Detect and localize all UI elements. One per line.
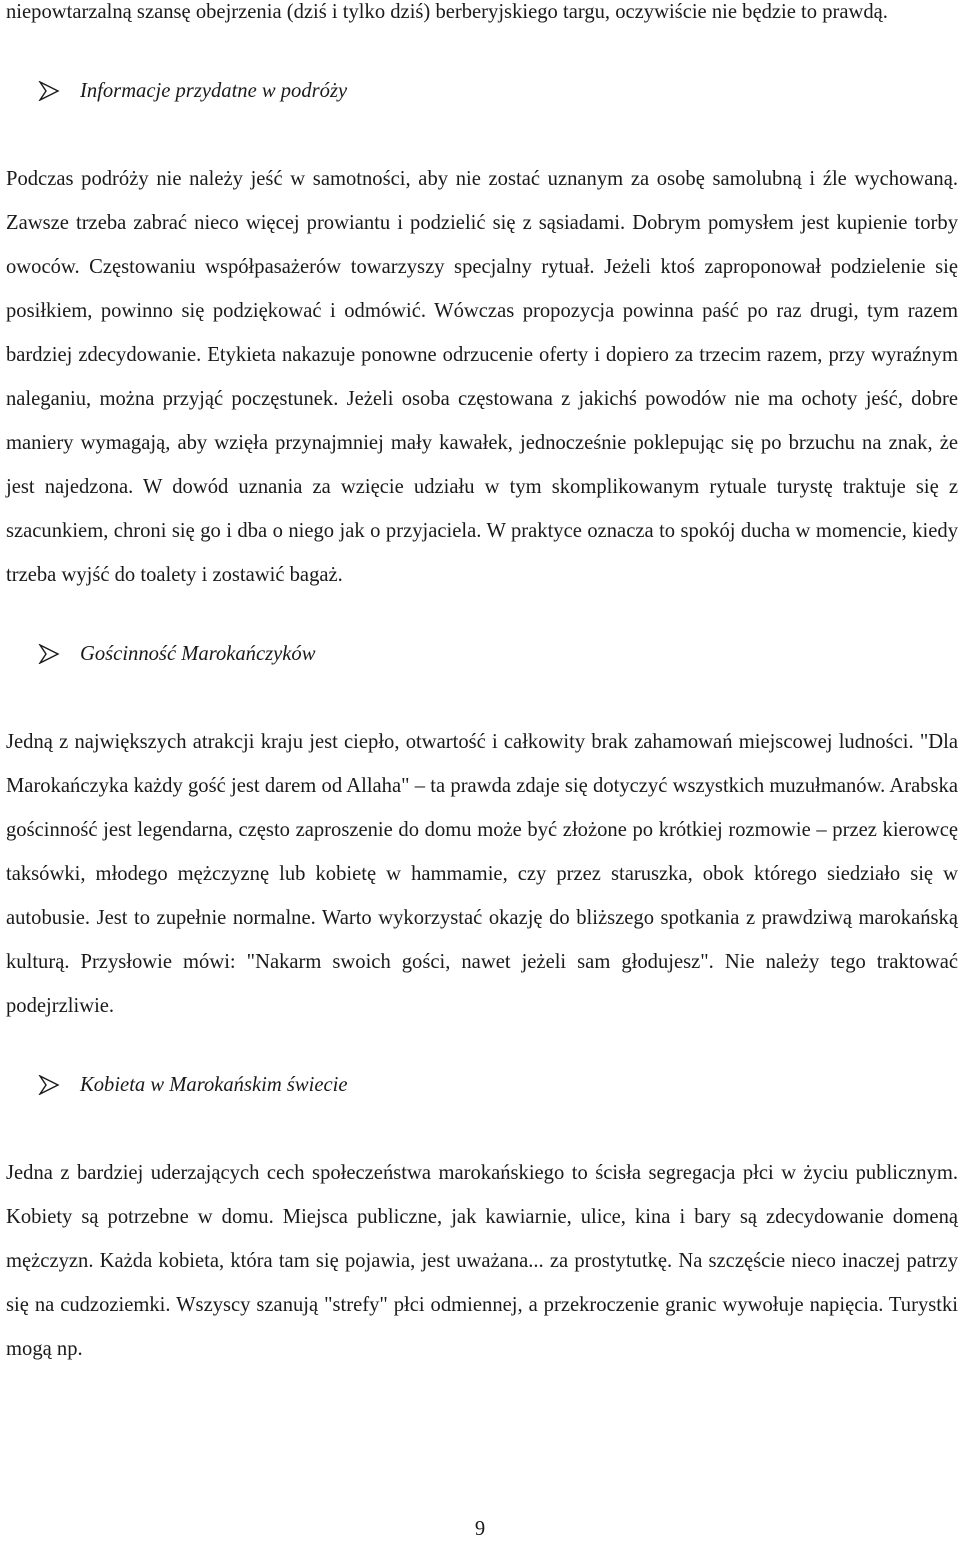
section-heading-text: Kobieta w Marokańskim świecie bbox=[80, 1073, 348, 1096]
spacer bbox=[6, 1028, 958, 1063]
section-heading-women bbox=[6, 1063, 958, 1107]
intro-paragraph: niepowtarzalną szansę obejrzenia (dziś i tylko dziś) berberyjskiego targu, oczywiście nie będzie to prawdą. bbox=[6, 1, 888, 23]
spacer bbox=[6, 597, 958, 632]
spacer bbox=[6, 1107, 958, 1151]
page-number: 9 bbox=[474, 1518, 486, 1540]
document-page bbox=[6, 0, 958, 1371]
section-heading-travel-info bbox=[6, 69, 958, 113]
section-heading-hospitality bbox=[6, 632, 958, 676]
section-paragraph-travel-info: Podczas podróży nie należy jeść w samotności, aby nie zostać uznanym za osobę samolubną i źle wychowaną. Zawsze trzeba zabrać nieco więcej prowiantu i podzielić się z sąsiadami. Dobrym pomysłem jest kupienie torby owoców. Częstowaniu współpasażerów towarzyszy specjalny rytuał. Jeżeli ktoś zaproponował podzielenie się posiłkiem, powinno się podziękować i odmówić. Wówczas propozycja powinna paść po raz drugi, tym razem bardziej zdecydowanie. Etykieta nakazuje ponowne odrzucenie oferty i dopiero za trzecim razem, przy wyraźnym naleganiu, można przyjąć poczęstunek. Jeżeli osoba częstowana z jakichś powodów nie ma ochoty jeść, dobre maniery wymagają, aby wzięła przynajmniej mały kawałek, jednocześnie poklepując się po brzuchu na znak, że jest najedzona. W dowód uznania za wzięcie udziału w tym skomplikowanym rytuale turystę traktuje się z szacunkiem, chroni się go i dba o niego jak o przyjaciela. W praktyce oznacza to spokój ducha w momencie, kiedy trzeba wyjść do toalety i zostawić bagaż. bbox=[6, 168, 958, 586]
spacer bbox=[6, 113, 958, 157]
section-heading-text: Gościnność Marokańczyków bbox=[80, 642, 316, 665]
spacer bbox=[6, 34, 958, 69]
spacer bbox=[6, 676, 958, 720]
section-paragraph-hospitality: Jedną z największych atrakcji kraju jest ciepło, otwartość i całkowity brak zahamowań miejscowej ludności. "Dla Marokańczyka każdy gość jest darem od Allaha" – ta prawda zdaje się dotyczyć wszystkich muzułmanów. Arabska gościnność jest legendarna, często zaproszenie do domu może być złożone po krótkiej rozmowie – przez kierowcę taksówki, młodego mężczyznę lub kobietę w hammamie, czy przez staruszka, obok którego siedziało się w autobusie. Jest to zupełnie normalne. Warto wykorzystać okazję do bliższego spotkania z prawdziwą marokańską kulturą. Przysłowie mówi: "Nakarm swoich gości, nawet jeżeli sam głodujesz". Nie należy tego traktować podejrzliwie. bbox=[6, 731, 958, 1017]
arrow-bullet-icon bbox=[6, 1075, 80, 1095]
arrow-bullet-icon bbox=[6, 644, 80, 664]
arrow-bullet-icon bbox=[6, 81, 80, 101]
section-heading-text: Informacje przydatne w podróży bbox=[80, 79, 348, 102]
section-paragraph-women: Jedna z bardziej uderzających cech społeczeństwa marokańskiego to ścisła segregacja płci w życiu publicznym. Kobiety są potrzebne w domu. Miejsca publiczne, jak kawiarnie, ulice, kina i bary są zdecydowanie domeną mężczyzn. Każda kobieta, która tam się pojawia, jest uważana... za prostytutkę. Na szczęście nieco inaczej patrzy się na cudzoziemki. Wszyscy szanują "strefy" płci odmiennej, a przekroczenie granic wywołuje napięcia. Turystki mogą np. bbox=[6, 1162, 958, 1360]
